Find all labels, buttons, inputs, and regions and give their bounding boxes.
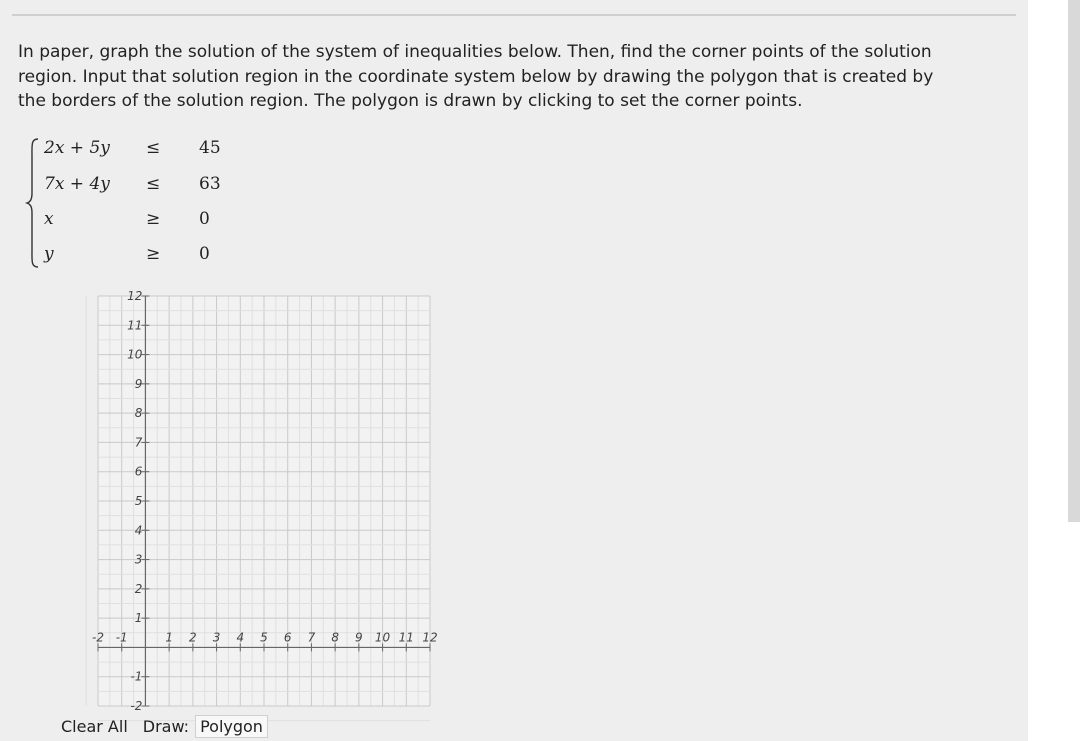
inequality-system <box>26 133 246 273</box>
inequality-row <box>26 209 246 239</box>
y-tick-label: -1 <box>130 669 143 684</box>
polygon-tool-button[interactable]: Polygon <box>195 715 268 738</box>
x-tick-label: 9 <box>355 630 363 645</box>
x-tick-label: 5 <box>260 630 268 645</box>
x-tick-label: 10 <box>374 630 391 645</box>
clear-all-button[interactable]: Clear All <box>58 715 131 738</box>
x-tick-label: -1 <box>115 630 128 645</box>
y-tick-label: -2 <box>130 699 143 713</box>
y-tick-label: 9 <box>134 376 143 391</box>
inequality-lhs: 2x + 5y <box>44 138 110 158</box>
inequality-relation: ≤ <box>146 138 161 158</box>
inequality-rhs: 63 <box>199 174 221 194</box>
x-tick-label: 12 <box>422 630 438 645</box>
inequality-lhs: x <box>44 209 54 229</box>
toolbar <box>58 713 268 740</box>
inequality-relation: ≥ <box>146 209 161 229</box>
y-tick-label: 5 <box>134 494 143 508</box>
y-tick-label: 3 <box>134 552 143 567</box>
scrollbar[interactable] <box>1068 0 1080 522</box>
x-tick-label: 4 <box>236 630 245 645</box>
x-tick-label: 2 <box>189 630 197 645</box>
inequality-lhs: 7x + 4y <box>44 174 110 194</box>
x-tick-label: -2 <box>92 630 104 645</box>
x-tick-label: 3 <box>212 630 221 645</box>
question-prompt <box>18 40 1008 114</box>
coordinate-grid[interactable] <box>50 289 438 713</box>
y-tick-label: 7 <box>134 435 143 450</box>
inequality-lhs: y <box>44 244 54 264</box>
y-tick-label: 2 <box>134 581 143 596</box>
y-tick-label: 11 <box>127 318 143 333</box>
inequality-row <box>26 174 246 204</box>
prompt-line: the borders of the solution region. The polygon is drawn by clicking to set the corner points. <box>18 91 803 111</box>
inequality-row <box>26 138 246 168</box>
y-tick-label: 12 <box>127 289 143 303</box>
prompt-line: In paper, graph the solution of the system of inequalities below. Then, find the corner points of the solution <box>18 42 932 62</box>
draw-label: Draw: <box>142 717 190 736</box>
x-tick-label: 8 <box>331 630 339 645</box>
inequality-rhs: 0 <box>199 244 210 264</box>
prompt-line: region. Input that solution region in the coordinate system below by drawing the polygon that is created by <box>18 66 934 87</box>
inequality-rhs: 45 <box>199 138 221 158</box>
x-tick-label: 11 <box>398 630 414 645</box>
y-tick-label: 4 <box>134 523 143 538</box>
y-tick-label: 10 <box>127 347 143 362</box>
inequality-row <box>26 244 246 274</box>
divider <box>12 14 1016 16</box>
y-tick-label: 8 <box>134 406 143 421</box>
inequality-relation: ≤ <box>146 174 161 194</box>
inequality-relation: ≥ <box>146 244 161 264</box>
y-tick-label: 1 <box>134 611 143 626</box>
x-tick-label: 7 <box>307 630 316 645</box>
y-tick-label: 6 <box>134 464 143 479</box>
x-tick-label: 6 <box>283 630 292 645</box>
x-tick-label: 1 <box>165 630 173 645</box>
inequality-rhs: 0 <box>199 209 210 229</box>
